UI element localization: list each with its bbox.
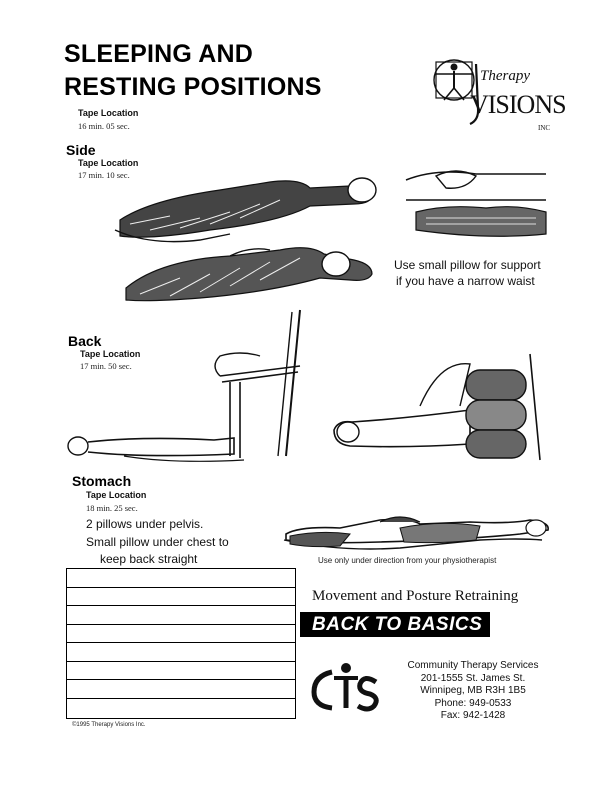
back-tape-time: 17 min. 50 sec. — [80, 361, 132, 371]
contact-block — [388, 660, 558, 723]
page-title — [64, 38, 322, 104]
page-title-line-2: RESTING POSITIONS — [64, 73, 322, 101]
side-caption-line-1: Use small pillow for support — [394, 258, 541, 272]
side-tape-time: 17 min. 10 sec. — [78, 170, 130, 180]
back-tape-label: Tape Location — [80, 349, 141, 359]
page-title-line-1: SLEEPING AND — [64, 40, 253, 68]
notes-line — [67, 624, 295, 625]
notes-line — [67, 661, 295, 662]
back-to-basics-banner: BACK TO BASICS — [300, 612, 490, 637]
program-subtitle: Movement and Posture Retraining — [312, 588, 519, 604]
stomach-lying-illustration — [280, 500, 555, 555]
intro-tape-time: 16 min. 05 sec. — [78, 121, 130, 131]
stomach-heading: Stomach — [72, 473, 132, 489]
logo-suffix: INC — [538, 124, 551, 132]
notes-line — [67, 587, 295, 588]
side-caption-line-2: if you have a narrow waist — [396, 274, 535, 288]
contact-address-2: Winnipeg, MB R3H 1B5 — [420, 685, 526, 696]
side-heading: Side — [66, 142, 96, 158]
notes-line — [67, 698, 295, 699]
back-lying-figure-illustration — [64, 420, 294, 470]
notes-line — [67, 679, 295, 680]
copyright: ©1995 Therapy Visions Inc. — [72, 722, 146, 728]
physio-direction-note: Use only under direction from your physiotherapist — [318, 556, 497, 565]
contact-fax: Fax: 942-1428 — [440, 710, 506, 721]
logo-main-text: VISIONS — [470, 90, 566, 119]
side-tape-label: Tape Location — [78, 158, 139, 168]
logo-script-text: Therapy — [480, 68, 530, 84]
back-pillow-stack-illustration — [330, 350, 545, 462]
therapy-visions-logo — [432, 50, 566, 140]
stomach-caption-line-2: Small pillow under chest to — [86, 535, 229, 549]
notes-line — [67, 642, 295, 643]
stomach-tape-label: Tape Location — [86, 490, 147, 500]
contact-address-1: 201-1555 St. James St. — [420, 672, 526, 684]
side-lying-illustration — [110, 160, 380, 310]
cts-logo — [310, 660, 380, 712]
notes-box[interactable] — [66, 568, 296, 719]
stomach-tape-time: 18 min. 25 sec. — [86, 503, 138, 513]
cts-figure-icon — [310, 660, 380, 712]
back-heading: Back — [68, 333, 102, 349]
side-waist-pillow-illustration — [396, 160, 556, 250]
notes-line — [67, 605, 295, 606]
stomach-caption-line-1: 2 pillows under pelvis. — [86, 517, 204, 531]
stomach-caption-line-3: keep back straight — [100, 552, 198, 566]
contact-phone: Phone: 949-0533 — [434, 697, 512, 709]
contact-org: Community Therapy Services — [407, 660, 539, 671]
intro-tape-label: Tape Location — [78, 108, 139, 118]
